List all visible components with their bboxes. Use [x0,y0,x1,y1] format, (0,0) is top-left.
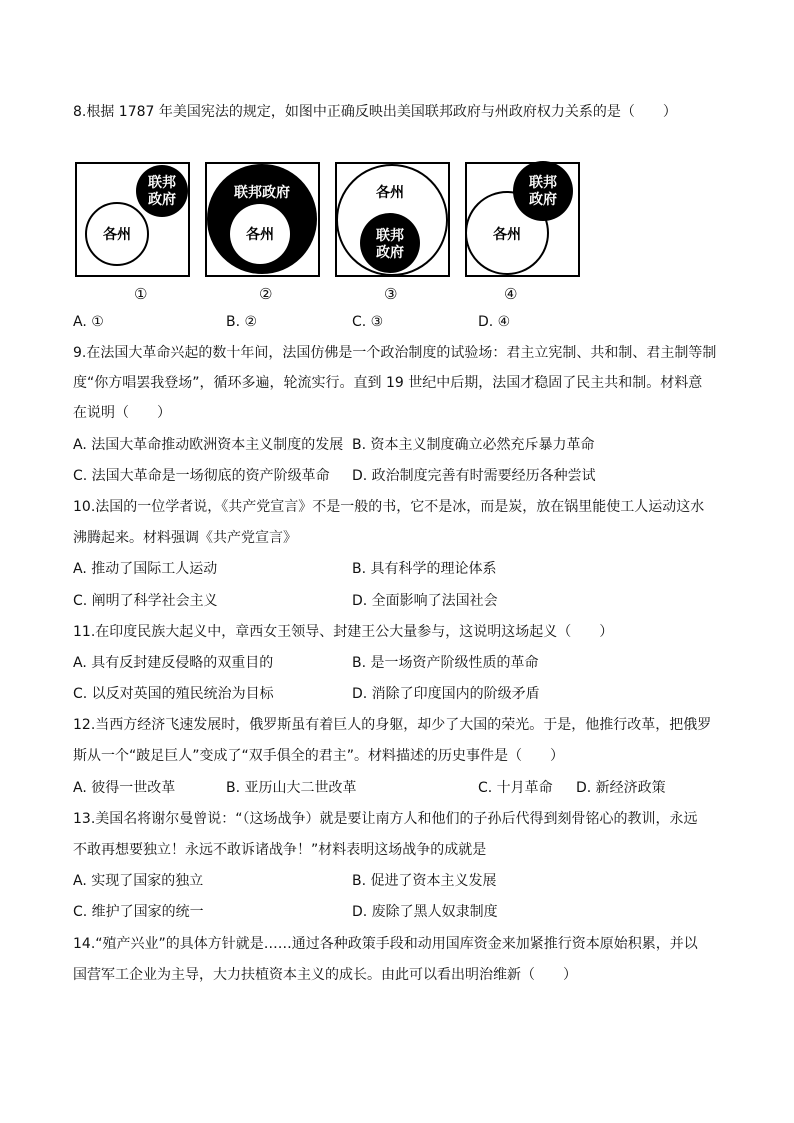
q8-option-c[interactable]: C. ③ [352,314,384,330]
q12-stem-line-1: 12.当西方经济飞速发展时，俄罗斯虽有着巨人的身躯，却少了大国的荣光。于是，他推行改革，把俄罗 [73,717,712,733]
figure-2-number: ② [259,285,273,303]
q10-stem-line-2: 沸腾起来。材料强调《共产党宣言》 [73,530,297,546]
figure-1-number: ① [134,285,148,303]
q13-stem-line-2: 不敢再想要独立！永远不敢诉诸战争！”材料表明这场战争的成就是 [73,842,487,858]
q12-stem-line-2: 斯从一个“跛足巨人”变成了“双手俱全的君主”。材料描述的历史事件是（ ） [73,748,565,764]
q13-option-b[interactable]: B. 促进了资本主义发展 [352,873,497,889]
q9-option-b[interactable]: B. 资本主义制度确立必然充斥暴力革命 [352,437,595,453]
q14-stem-line-1: 14.“殖产兴业”的具体方针就是……通过各种政策手段和动用国库资金来加紧推行资本原始积累，并以 [73,936,698,952]
q11-option-a[interactable]: A. 具有反封建反侵略的双重目的 [73,655,274,671]
figure-1-federal-circle [136,165,188,217]
q11-option-d[interactable]: D. 消除了印度国内的阶级矛盾 [352,686,540,702]
figure-4-badge-line-2: 政府 [529,192,557,208]
q12-option-d[interactable]: D. 新经济政策 [576,780,666,796]
figure-2-big-label: 联邦政府 [234,185,290,201]
figure-2-diagram [206,163,319,276]
figure-1-badge-line-2: 政府 [148,192,176,208]
figure-3-badge-line-2: 政府 [376,245,404,261]
q9-stem-line-1: 9.在法国大革命兴起的数十年间，法国仿佛是一个政治制度的试验场：君主立宪制、共和制、君主制等制 [73,345,717,361]
q8-stem: 8.根据 1787 年美国宪法的规定，如图中正确反映出美国联邦政府与州政府权力关系的是（ ） [73,104,677,120]
figure-4-diagram [466,161,579,276]
q13-stem-line-1: 13.美国名将谢尔曼曾说：“（这场战争）就是要让南方人和他们的子孙后代得到刻骨铭心的教训，永远 [73,811,698,827]
q10-option-a[interactable]: A. 推动了国际工人运动 [73,561,218,577]
figure-2-inner-label: 各州 [246,227,274,243]
q10-option-d[interactable]: D. 全面影响了法国社会 [352,593,498,609]
q10-option-b[interactable]: B. 具有科学的理论体系 [352,561,497,577]
q8-option-b[interactable]: B. ② [226,314,258,330]
figure-3-number: ③ [384,285,398,303]
figure-3-badge-line-1: 联邦 [376,228,404,244]
q11-stem: 11.在印度民族大起义中，章西女王领导、封建王公大量参与，这说明这场起义（ ） [73,624,614,640]
q12-option-a[interactable]: A. 彼得一世改革 [73,780,176,796]
q13-option-d[interactable]: D. 废除了黑人奴隶制度 [352,904,498,920]
q14-stem-line-2: 国营军工企业为主导，大力扶植资本主义的成长。由此可以看出明治维新（ ） [73,967,577,983]
q13-option-a[interactable]: A. 实现了国家的独立 [73,873,204,889]
q12-option-b[interactable]: B. 亚历山大二世改革 [226,780,357,796]
figure-4-inner-label: 各州 [493,227,521,243]
q12-option-c[interactable]: C. 十月革命 [478,780,553,796]
q9-stem-line-3: 在说明（ ） [73,405,171,421]
q10-stem-line-1: 10.法国的一位学者说，《共产党宣言》不是一般的书，它不是冰，而是炭，放在锅里能使工人运动这水 [73,499,705,515]
q9-option-c[interactable]: C. 法国大革命是一场彻底的资产阶级革命 [73,468,330,484]
figure-1-diagram [76,163,189,276]
q9-option-d[interactable]: D. 政治制度完善有时需要经历各种尝试 [352,468,596,484]
q10-option-c[interactable]: C. 阐明了科学社会主义 [73,593,218,609]
q9-stem-line-2: 度“你方唱罢我登场”，循环多遍，轮流实行。直到 19 世纪中后期，法国才稳固了民主共和制。材料意 [73,375,703,391]
figure-4-number: ④ [504,285,518,303]
q9-option-a[interactable]: A. 法国大革命推动欧洲资本主义制度的发展 [73,437,344,453]
q11-option-b[interactable]: B. 是一场资产阶级性质的革命 [352,655,539,671]
q11-option-c[interactable]: C. 以反对英国的殖民统治为目标 [73,686,274,702]
q8-option-d[interactable]: D. ④ [478,314,511,330]
figure-1-badge-line-1: 联邦 [148,175,176,191]
figure-4-badge-line-1: 联邦 [529,175,557,191]
q8-option-a[interactable]: A. ① [73,314,104,330]
q13-option-c[interactable]: C. 维护了国家的统一 [73,904,204,920]
figure-1-inner-label: 各州 [103,227,131,243]
figure-3-diagram [336,163,449,276]
q8-figure-diagrams [0,0,794,300]
figure-4-federal-circle [513,161,573,221]
figure-3-big-label: 各州 [376,185,404,201]
